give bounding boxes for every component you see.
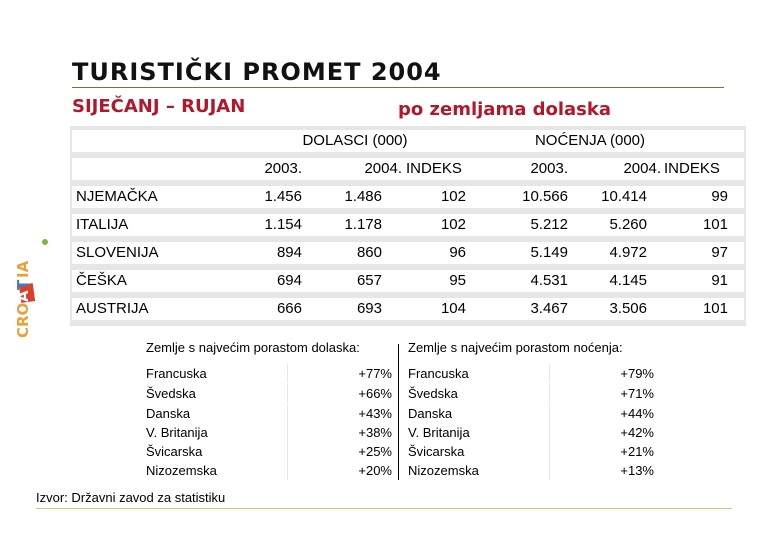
country-name: Nizozemska xyxy=(408,463,479,478)
list-item xyxy=(142,423,396,442)
nights-2004: 5.260 xyxy=(609,216,647,233)
period-subtitle: SIJEČANJ – RUJAN xyxy=(72,96,246,117)
country-name: SLOVENIJA xyxy=(76,244,159,261)
stats-divider xyxy=(398,344,399,480)
arrivals-2004: 657 xyxy=(356,272,382,289)
growth-value: +44% xyxy=(620,406,654,421)
table-row xyxy=(70,240,746,266)
arrivals-2004: 693 xyxy=(356,300,382,317)
list-item xyxy=(142,442,396,461)
arrivals-index: 95 xyxy=(449,272,466,289)
table-row xyxy=(70,268,746,294)
col-header-arrivals-2004: 2004. xyxy=(364,160,402,177)
arrivals-2003: 1.456 xyxy=(264,188,302,205)
growth-value: +79% xyxy=(620,366,654,381)
growth-value: +66% xyxy=(358,386,392,401)
country-name: Švedska xyxy=(146,386,196,401)
nights-index: 101 xyxy=(702,300,728,317)
nights-2003: 4.531 xyxy=(530,272,568,289)
list-item xyxy=(142,384,396,403)
arrivals-2003: 894 xyxy=(276,244,302,261)
nights-2003: 5.149 xyxy=(530,244,568,261)
country-name: AUSTRIJA xyxy=(76,300,149,317)
country-name: Danska xyxy=(146,406,191,421)
growth-value: +25% xyxy=(358,444,392,459)
growth-value: +71% xyxy=(620,386,654,401)
statistics-table xyxy=(70,126,746,326)
list-item xyxy=(404,404,658,423)
title-underline xyxy=(72,87,724,88)
arrivals-growth-list xyxy=(142,340,396,480)
nights-2003: 10.566 xyxy=(522,188,568,205)
nights-index: 99 xyxy=(711,188,728,205)
country-name: Švedska xyxy=(408,386,458,401)
nights-growth-title: Zemlje s najvećim porastom noćenja: xyxy=(408,340,623,355)
list-item xyxy=(404,364,658,383)
growth-value: +38% xyxy=(358,425,392,440)
arrivals-index: 104 xyxy=(440,300,466,317)
list-item xyxy=(404,442,658,461)
grouping-subtitle: po zemljama dolaska xyxy=(398,99,612,120)
arrivals-index: 102 xyxy=(440,188,466,205)
country-name: V. Britanija xyxy=(408,425,470,440)
table-column-header-row xyxy=(70,156,746,182)
growth-value: +20% xyxy=(358,463,392,478)
col-header-nights-index: INDEKS xyxy=(664,160,720,177)
arrivals-index: 96 xyxy=(449,244,466,261)
list-item xyxy=(404,384,658,403)
table-row xyxy=(70,296,746,322)
growth-value: +77% xyxy=(358,366,392,381)
arrivals-2004: 1.178 xyxy=(344,216,382,233)
table-row xyxy=(70,184,746,210)
growth-value: +43% xyxy=(358,406,392,421)
arrivals-2004: 1.486 xyxy=(344,188,382,205)
arrivals-2003: 666 xyxy=(276,300,302,317)
list-item xyxy=(142,404,396,423)
country-name: Francuska xyxy=(408,366,469,381)
nights-index: 91 xyxy=(711,272,728,289)
nights-2003: 5.212 xyxy=(530,216,568,233)
arrivals-growth-title: Zemlje s najvećim porastom dolaska: xyxy=(146,340,360,355)
nights-2004: 10.414 xyxy=(601,188,647,205)
country-name: Danska xyxy=(408,406,453,421)
col-header-arrivals-2003: 2003. xyxy=(264,160,302,177)
nights-index: 101 xyxy=(702,216,728,233)
arrivals-index: 102 xyxy=(440,216,466,233)
nights-index: 97 xyxy=(711,244,728,261)
nights-2004: 4.145 xyxy=(609,272,647,289)
list-item xyxy=(142,461,396,480)
country-name: V. Britanija xyxy=(146,425,208,440)
logo-text-part-2: A xyxy=(14,290,32,302)
country-name: NJEMAČKA xyxy=(76,188,158,205)
country-name: Švicarska xyxy=(408,444,465,459)
growth-value: +21% xyxy=(620,444,654,459)
country-name: Francuska xyxy=(146,366,207,381)
source-note: Izvor: Državni zavod za statistiku xyxy=(36,490,226,505)
table-group-header-row xyxy=(70,128,746,154)
nights-2004: 4.972 xyxy=(609,244,647,261)
footer-rule xyxy=(36,508,732,509)
group-header-arrivals: DOLASCI (000) xyxy=(302,132,408,149)
list-item xyxy=(404,423,658,442)
page-title: TURISTIČKI PROMET 2004 xyxy=(72,58,442,86)
list-item xyxy=(142,364,396,383)
nights-2003: 3.467 xyxy=(530,300,568,317)
col-header-nights-2003: 2003. xyxy=(530,160,568,177)
arrivals-2004: 860 xyxy=(356,244,382,261)
growth-value: +42% xyxy=(620,425,654,440)
arrivals-2003: 1.154 xyxy=(264,216,302,233)
table-row xyxy=(70,212,746,238)
group-header-nights: NOĆENJA (000) xyxy=(534,132,646,149)
country-name: ČEŠKA xyxy=(76,272,127,289)
croatia-logo-icon xyxy=(14,220,52,340)
nights-growth-list xyxy=(404,340,658,480)
growth-value: +13% xyxy=(620,463,654,478)
nights-2004: 3.506 xyxy=(609,300,647,317)
list-item xyxy=(404,461,658,480)
country-name: Švicarska xyxy=(146,444,203,459)
country-name: Nizozemska xyxy=(146,463,217,478)
logo-text-part-4: IA xyxy=(14,260,32,278)
logo-text-part-3: T xyxy=(14,279,32,290)
logo-text-part-1: CRO xyxy=(14,302,32,338)
country-name: ITALIJA xyxy=(76,216,129,233)
col-header-nights-2004: 2004. xyxy=(623,160,661,177)
arrivals-2003: 694 xyxy=(276,272,302,289)
col-header-arrivals-index: INDEKS xyxy=(406,160,462,177)
